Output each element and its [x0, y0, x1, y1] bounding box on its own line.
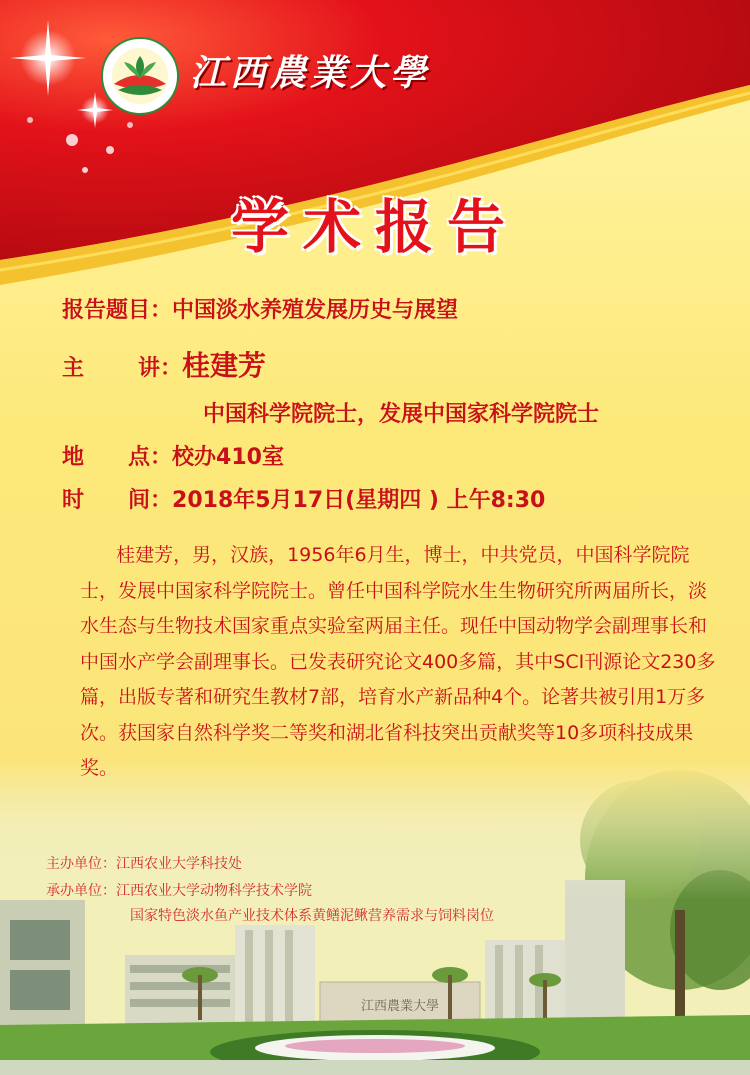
speaker-name: 桂建芳 — [182, 349, 267, 382]
poster-title: 学术报告 — [230, 193, 519, 261]
host-line — [46, 853, 242, 873]
co-organizer-label: 承办单位： — [46, 883, 116, 899]
co-organizer-value-2: 国家特色淡水鱼产业技术体系黄鳝泥鳅营养需求与饲料岗位 — [130, 908, 494, 924]
time-line — [62, 483, 545, 514]
host-value: 江西农业大学科技处 — [116, 856, 242, 872]
topic-value: 中国淡水养殖发展历史与展望 — [172, 298, 459, 323]
speaker-label-1: 主 — [62, 356, 85, 381]
time-label-1: 时 — [62, 488, 85, 513]
location-value: 校办410室 — [172, 445, 284, 470]
location-label-1: 地 — [62, 445, 85, 470]
speaker-bio: 桂建芳，男，汉族，1956年6月生，博士，中共党员，中国科学院院士，发展中国家科学院院士。曾任中国科学院水生生物研究所两届所长，淡水生态与生物技术国家重点实验室两届主任。现任中国动物学会副理事长和中国水产学会副理事长。已发表研究论文400多篇，其中SCI刊源论文230多篇，出版专著和研究生教材7部，培育水产新品种4个。论著共被引用1万多次。获国家自然科学奖二等奖和湖北省科技突出贡献奖等10多项科技成果奖。 — [80, 544, 716, 779]
location-line — [62, 440, 284, 471]
host-label: 主办单位： — [46, 856, 116, 872]
topic-label: 报告题目： — [62, 298, 173, 323]
location-label-2: 点： — [128, 445, 173, 470]
university-name: 江西農業大學 — [190, 52, 431, 94]
time-value: 2018年5月17日(星期四 ) 上午8:30 — [172, 488, 546, 513]
speaker-title: 中国科学院院士，发展中国家科学院院士 — [203, 402, 600, 427]
co-organizer-value-1: 江西农业大学动物科学技术学院 — [116, 883, 312, 899]
topic-line — [62, 293, 458, 324]
university-logo — [100, 36, 180, 116]
gate-sign-text: 江西農業大學 — [360, 999, 440, 1014]
speaker-line — [62, 344, 266, 384]
co-organizer-line — [46, 880, 312, 900]
time-label-2: 间： — [128, 488, 173, 513]
speaker-label-2: 讲： — [138, 356, 183, 381]
